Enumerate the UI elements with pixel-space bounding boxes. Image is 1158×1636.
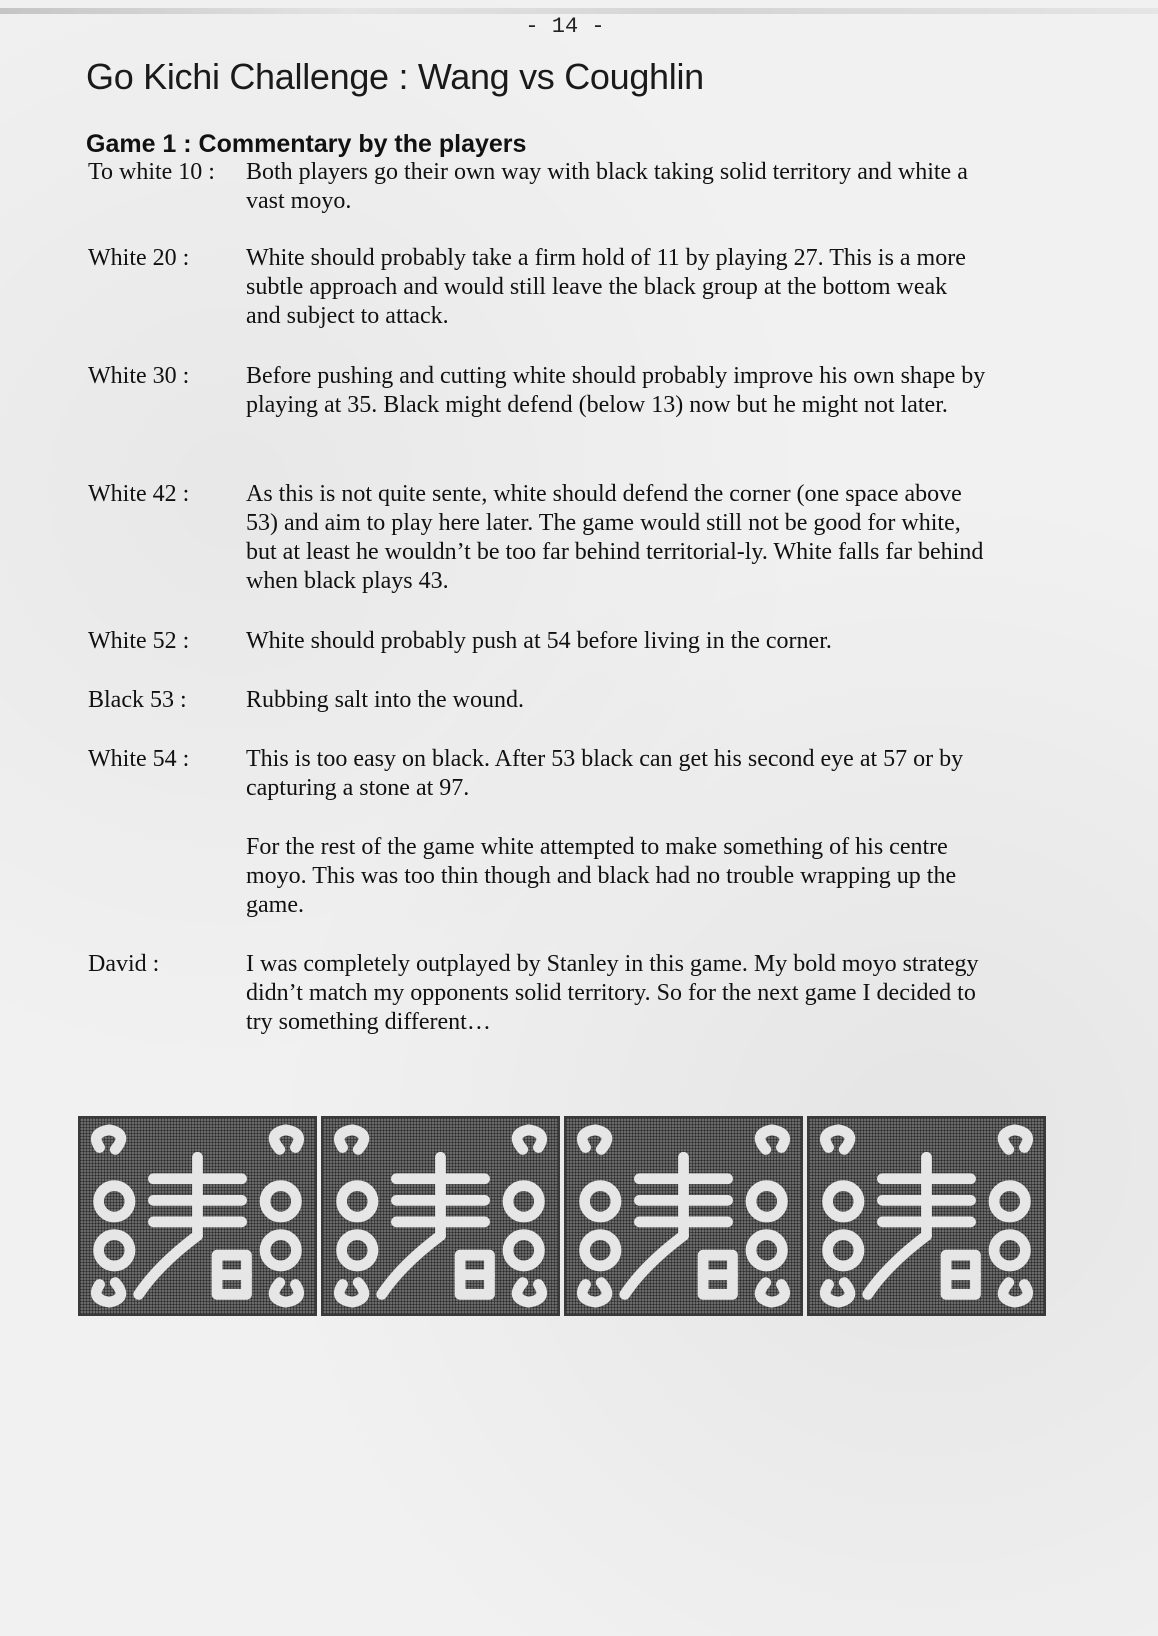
move-label: White 20 :: [88, 245, 190, 271]
move-label: White 42 :: [88, 481, 190, 507]
go-character-icon: [809, 1118, 1044, 1314]
page-title: Go Kichi Challenge : Wang vs Coughlin: [86, 56, 704, 97]
move-comment: This is too easy on black. After 53 black can get his second eye at 57 or by capturing a stone at 97.: [246, 746, 964, 801]
speaker-comment: I was completely outplayed by Stanley in this game. My bold moyo strategy didn’t match my opponents solid territory. So for the next game I decided to try something different…: [246, 951, 979, 1035]
move-label: White 30 :: [88, 363, 190, 389]
move-label: White 54 :: [88, 746, 190, 772]
move-label: Black 53 :: [88, 687, 187, 713]
go-character-icon: [323, 1118, 558, 1314]
page-number: - 14 -: [525, 14, 605, 39]
move-label: To white 10 :: [88, 159, 215, 185]
go-character-icon: [80, 1118, 315, 1314]
closing-note: For the rest of the game white attempted to make something of his centre moyo. This was too thin though and black had no trouble wrapping up the game.: [246, 834, 957, 918]
go-character-icon: [566, 1118, 801, 1314]
move-comment: White should probably take a firm hold of 11 by playing 27. This is a more subtle approach and would still leave the black group at the bottom weak and subject to attack.: [246, 245, 966, 329]
decorative-banner: [78, 1116, 1046, 1316]
move-label: White 52 :: [88, 628, 190, 654]
speaker-label: David :: [88, 951, 160, 977]
go-character-tile-icon: [321, 1116, 560, 1316]
move-comment: Rubbing salt into the wound.: [246, 687, 524, 713]
go-character-tile-icon: [78, 1116, 317, 1316]
move-comment: As this is not quite sente, white should defend the corner (one space above 53) and aim to play here later. The game would still not be good for white, but at least he wouldn’t be too far behind territorial-ly. White falls far behind when black plays 43.: [246, 481, 984, 594]
go-character-tile-icon: [564, 1116, 803, 1316]
move-comment: White should probably push at 54 before living in the corner.: [246, 628, 832, 654]
move-comment: Before pushing and cutting white should probably improve his own shape by playing at 35. Black might defend (below 13) now but he might not later.: [246, 363, 986, 418]
go-character-tile-icon: [807, 1116, 1046, 1316]
move-comment: Both players go their own way with black taking solid territory and white a vast moyo.: [246, 159, 968, 214]
section-heading: Game 1 : Commentary by the players: [86, 130, 527, 158]
